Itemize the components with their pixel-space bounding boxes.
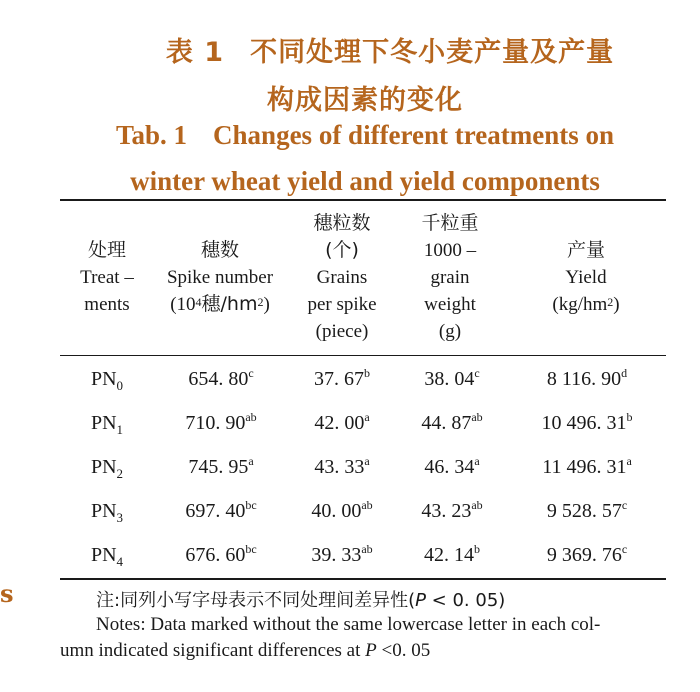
header-spike-unit: ($10^4$穗$/hm^2$) bbox=[170, 293, 270, 315]
spike-cell: 654. 80$^c$ bbox=[188, 366, 254, 390]
table-title-en-line2: winter wheat yield and yield components bbox=[130, 166, 600, 196]
treatment-cell: $PN_1$ bbox=[90, 412, 124, 437]
table-title-en-text: Changes of different treatments on bbox=[213, 120, 614, 150]
table-row bbox=[60, 368, 666, 408]
grains-cell: 39. $33^{ab}$ bbox=[311, 542, 373, 566]
header-treatment-cn: 处理 bbox=[87, 239, 126, 261]
table-row bbox=[60, 412, 666, 452]
table-title-cn-line1 bbox=[0, 30, 700, 69]
note-en-line2: umn indicated significant differences at P <0. 05 bbox=[60, 640, 431, 661]
table-header-rule bbox=[60, 355, 666, 356]
treatment-cell: $PN_3$ bbox=[90, 500, 124, 525]
header-treatment-en1: Treat – bbox=[80, 267, 134, 288]
header-1000-grain-weight bbox=[395, 210, 505, 345]
header-spike-cn: 穗数 bbox=[200, 239, 239, 261]
treatment-cell: $PN_0$ bbox=[90, 368, 124, 393]
treatment-cell: $PN_2$ bbox=[90, 456, 124, 481]
header-weight-unit: (g) bbox=[438, 321, 462, 342]
note-en-line1: Notes: Data marked without the same lowercase letter in each col- bbox=[96, 614, 601, 635]
grains-cell: 37. 67$^b$ bbox=[314, 366, 370, 390]
grains-cell: 40. $00^{ab}$ bbox=[311, 498, 373, 522]
weight-cell: 46. 34$^a$ bbox=[424, 454, 480, 478]
table-row bbox=[60, 500, 666, 540]
grains-cell: 43. 33$^a$ bbox=[314, 454, 370, 478]
header-grains-en1: Grains bbox=[316, 267, 368, 288]
header-weight-en1: 1000 – bbox=[423, 240, 477, 261]
yield-cell: 10 496. 31$^b$ bbox=[541, 410, 633, 434]
header-weight-en3: weight bbox=[424, 294, 476, 315]
table-label-cn: 表 1 bbox=[165, 37, 225, 68]
table-title-en-line1 bbox=[0, 120, 700, 151]
grains-cell: 42. 00$^a$ bbox=[314, 410, 370, 434]
table-top-rule bbox=[60, 199, 666, 201]
treatment-cell: $PN_4$ bbox=[90, 544, 124, 569]
header-yield-unit: $(kg/hm^2)$ bbox=[552, 294, 620, 315]
table-bottom-rule bbox=[60, 578, 666, 580]
weight-cell: 42. 14$^b$ bbox=[424, 542, 480, 566]
header-grains-cn: 穗粒数 bbox=[313, 212, 371, 234]
table-title-cn-text: 不同处理下冬小麦产量及产量 bbox=[250, 37, 615, 68]
header-grains-en2: per spike bbox=[307, 294, 377, 315]
margin-fragment: s bbox=[0, 579, 14, 608]
table-row bbox=[60, 456, 666, 496]
spike-cell: 676. $60^{bc}$ bbox=[185, 542, 257, 566]
yield-cell: 9 528. 57$^c$ bbox=[546, 498, 628, 522]
table-label-en: Tab. 1 bbox=[116, 120, 188, 150]
header-weight-cn: 千粒重 bbox=[421, 212, 479, 234]
spike-cell: 745. 95$^a$ bbox=[188, 454, 254, 478]
header-treatment-en2: ments bbox=[84, 294, 130, 315]
yield-cell: 11 496. 31$^a$ bbox=[542, 454, 632, 478]
weight-cell: 38. 04$^c$ bbox=[424, 366, 480, 390]
weight-cell: 43. $23^{ab}$ bbox=[421, 498, 483, 522]
yield-cell: 8 116. 90$^d$ bbox=[546, 366, 628, 390]
header-treatment bbox=[62, 237, 152, 318]
note-cn: 注:同列小写字母表示不同处理间差异性(P < 0. 05) bbox=[96, 590, 506, 611]
header-grains-per-spike bbox=[292, 210, 392, 345]
spike-cell: 697. $40^{bc}$ bbox=[185, 498, 257, 522]
header-grains-unit-cn: (个) bbox=[325, 239, 359, 261]
header-yield-cn: 产量 bbox=[566, 239, 605, 261]
table-title-cn-line2: 构成因素的变化 bbox=[267, 85, 463, 116]
header-spike-number bbox=[150, 237, 290, 318]
header-spike-en: Spike number bbox=[166, 267, 274, 288]
weight-cell: 44. $87^{ab}$ bbox=[421, 410, 483, 434]
spike-cell: 710. $90^{ab}$ bbox=[185, 410, 257, 434]
header-yield bbox=[510, 237, 662, 318]
yield-cell: 9 369. 76$^c$ bbox=[546, 542, 628, 566]
header-yield-en: Yield bbox=[565, 267, 607, 288]
header-grains-unit-en: (piece) bbox=[315, 321, 369, 342]
header-weight-en2: grain bbox=[430, 267, 470, 288]
